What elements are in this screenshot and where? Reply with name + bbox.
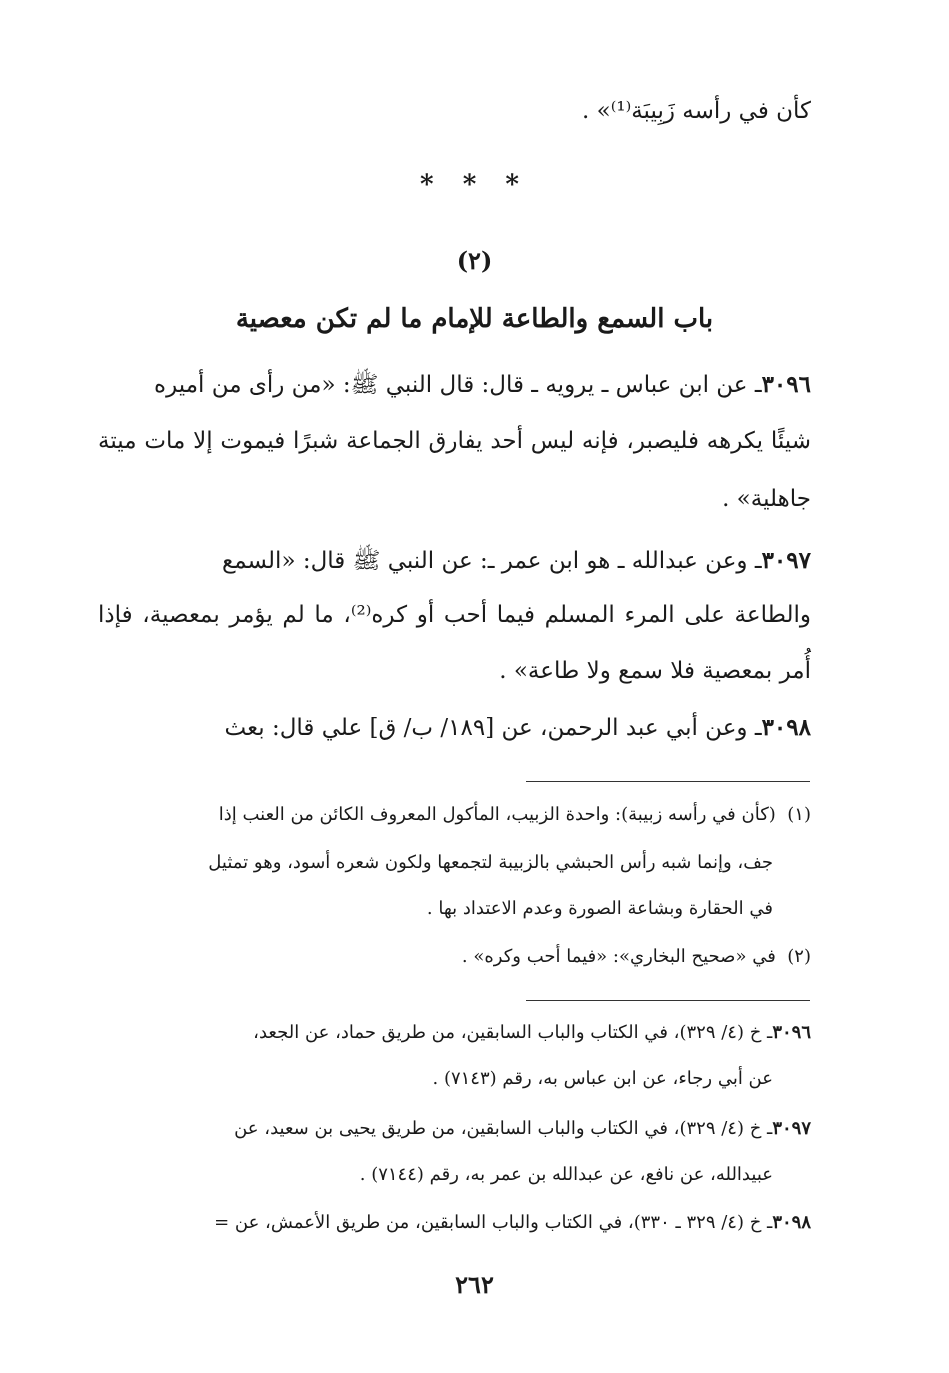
footnote-marker: (١)	[787, 804, 811, 825]
hadith-3096-line1	[154, 370, 811, 404]
hadith-number: ٣٠٩٦	[761, 371, 811, 398]
hadith-3097-line2: والطاعة على المرء المسلم فيما أحب أو كره⁽²⁾، ما لم يؤمر بمعصية، فإذا	[98, 602, 811, 628]
hadith-3098-line1	[225, 714, 811, 741]
footnote-marker: (٢)	[787, 946, 811, 967]
footnote-text: في «صحيح البخاري»: «فيما أحب وكره» .	[461, 946, 776, 967]
footnote-1-line3: في الحقارة وبشاعة الصورة وعدم الاعتداد بها .	[426, 898, 773, 919]
sources-divider	[526, 1000, 810, 1001]
hadith-number: ٣٠٩٨	[761, 714, 811, 741]
footnote-2-line1	[462, 946, 811, 967]
hadith-text: ـ وعن أبي عبد الرحمن، عن [١٨٩/ ب/ ق] علي قال: بعث	[224, 715, 762, 741]
source-text: ـ خ (٤/ ٣٢٩)، في الكتاب والباب السابقين، من طريق حماد، عن الجعد،	[253, 1022, 773, 1043]
chapter-title: باب السمع والطاعة للإمام ما لم تكن معصية	[235, 304, 714, 334]
source-number: ٣٠٩٨	[772, 1212, 811, 1233]
continuation-line: كأن في رأسه زَبِيبَة⁽¹⁾» .	[582, 98, 811, 124]
source-text: ـ خ (٤/ ٣٢٩)، في الكتاب والباب السابقين، من طريق يحيى بن سعيد، عن	[234, 1118, 773, 1139]
hadith-3097-line3: أُمر بمعصية فلا سمع ولا طاعة» .	[499, 658, 811, 684]
hadith-3096-line3: جاهلية» .	[722, 486, 811, 512]
hadith-text: ـ عن ابن عباس ـ يرويه ـ قال: قال النبي ﷺ: «من رأى من أميره	[154, 372, 762, 398]
source-3096-line1	[253, 1022, 811, 1043]
source-3097-line1	[234, 1118, 811, 1139]
source-3097-line2: عبيدالله، عن نافع، عن عبدالله بن عمر به، رقم (٧١٤٤) .	[359, 1164, 773, 1185]
footnote-1-line2: جف، وإنما شبه رأس الحبشي بالزبيبة لتجمعها ولكون شعره أسود، وهو تمثيل	[208, 852, 773, 873]
source-number: ٣٠٩٧	[772, 1118, 811, 1139]
chapter-number: (٢)	[456, 246, 493, 275]
source-3096-line2: عن أبي رجاء، عن ابن عباس به، رقم (٧١٤٣) .	[432, 1068, 773, 1089]
hadith-text: ـ وعن عبدالله ـ هو ابن عمر ـ: عن النبي ﷺ قال: «السمع	[221, 548, 762, 574]
page-number: ٢٦٢	[455, 1270, 494, 1299]
hadith-3097-line1	[222, 546, 811, 580]
hadith-3096-line2: شيئًا يكرهه فليصبر، فإنه ليس أحد يفارق الجماعة شبرًا فيموت إلا مات ميتة	[98, 428, 811, 454]
hadith-number: ٣٠٩٧	[761, 547, 811, 574]
source-number: ٣٠٩٦	[772, 1022, 811, 1043]
section-separator: * * *	[420, 170, 529, 200]
footnote-text: (كأن في رأسه زبيبة): واحدة الزبيب، المأكول المعروف الكائن من العنب إذا	[218, 804, 776, 825]
source-3098-line1	[214, 1212, 811, 1233]
footnote-divider	[526, 781, 810, 782]
footnote-1-line1	[219, 804, 811, 825]
source-text: ـ خ (٤/ ٣٢٩ ـ ٣٣٠)، في الكتاب والباب السابقين، من طريق الأعمش، عن =	[214, 1212, 773, 1233]
